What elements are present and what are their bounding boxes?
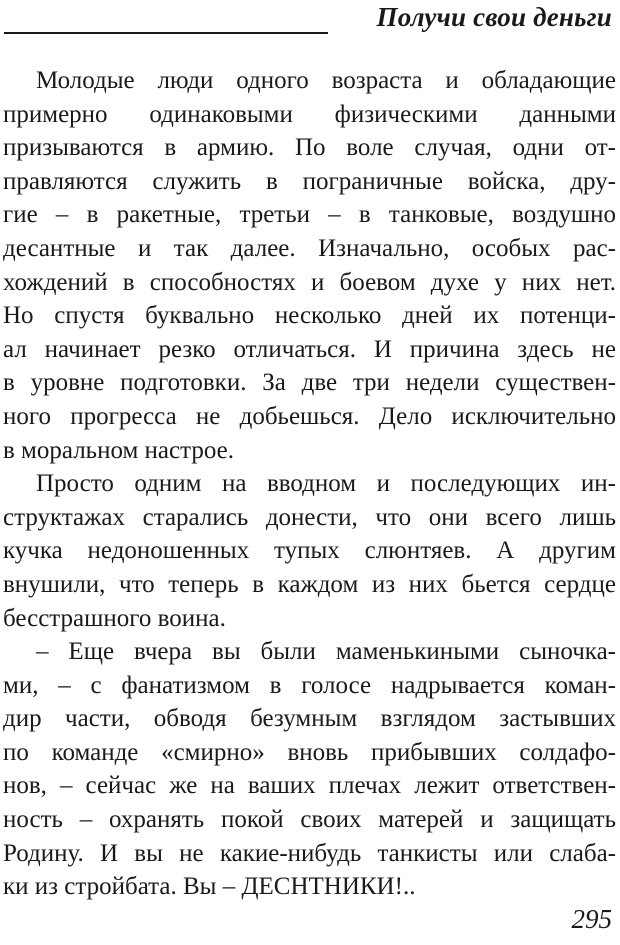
page-number: 295 xyxy=(571,904,612,934)
paragraph xyxy=(3,635,616,904)
text-line: в уровне подготовки. За две три недели существен- xyxy=(3,369,616,397)
text-line: призываются в армию. По воле случая, одни от- xyxy=(3,134,616,162)
text-line: – Еще вчера вы были маменькиными сыночка- xyxy=(36,638,616,666)
text-line: бесстрашного воина. xyxy=(3,604,226,632)
text-line: нов, – сейчас же на ваших плечах лежит ответствен- xyxy=(3,772,616,800)
text-line: ность – охранять покой своих матерей и защищать xyxy=(3,806,616,834)
text-line: Молодые люди одного возраста и обладающие xyxy=(36,67,616,94)
text-line: ки из стройбата. Вы – ДЕСНТНИКИ!.. xyxy=(3,873,416,901)
text-line: Но спустя буквально несколько дней их потенци- xyxy=(3,302,616,330)
text-line: ал начинает резко отличаться. И причина здесь не xyxy=(3,335,616,363)
text-line: гие – в ракетные, третьи – в танковые, воздушно xyxy=(3,201,616,229)
paragraph xyxy=(3,64,616,467)
body-text xyxy=(3,64,616,904)
text-line: внушили, что теперь в каждом из них бьется сердце xyxy=(3,570,616,598)
text-line: правляются служить в пограничные войска, дру- xyxy=(3,167,616,195)
text-line: по команде «смирно» вновь прибывших солдафо- xyxy=(3,738,616,766)
running-head-title: Получи свои деньги xyxy=(376,2,612,32)
text-line: Родину. И вы не какие-нибудь танкисты или слаба- xyxy=(3,839,616,867)
text-line: примерно одинаковыми физическими данными xyxy=(3,100,616,128)
header-rule xyxy=(4,32,328,34)
text-line: кучка недоношенных тупых слюнтяев. А другим xyxy=(3,537,616,565)
text-line: дир части, обводя безумным взглядом застывших xyxy=(3,705,616,733)
paragraph xyxy=(3,467,616,635)
text-line: ного прогресса не добьешься. Дело исключительно xyxy=(3,402,616,430)
text-line: хождений в способностях и боевом духе у них нет. xyxy=(3,268,616,296)
text-line: Просто одним на вводном и последующих ин- xyxy=(36,470,616,498)
text-line: десантные и так далее. Изначально, особых рас- xyxy=(3,234,616,262)
text-line: ми, – с фанатизмом в голосе надрывается коман- xyxy=(3,671,616,699)
text-line: в моральном настрое. xyxy=(3,436,234,464)
text-line: структажах старались донести, что они всего лишь xyxy=(3,503,616,531)
